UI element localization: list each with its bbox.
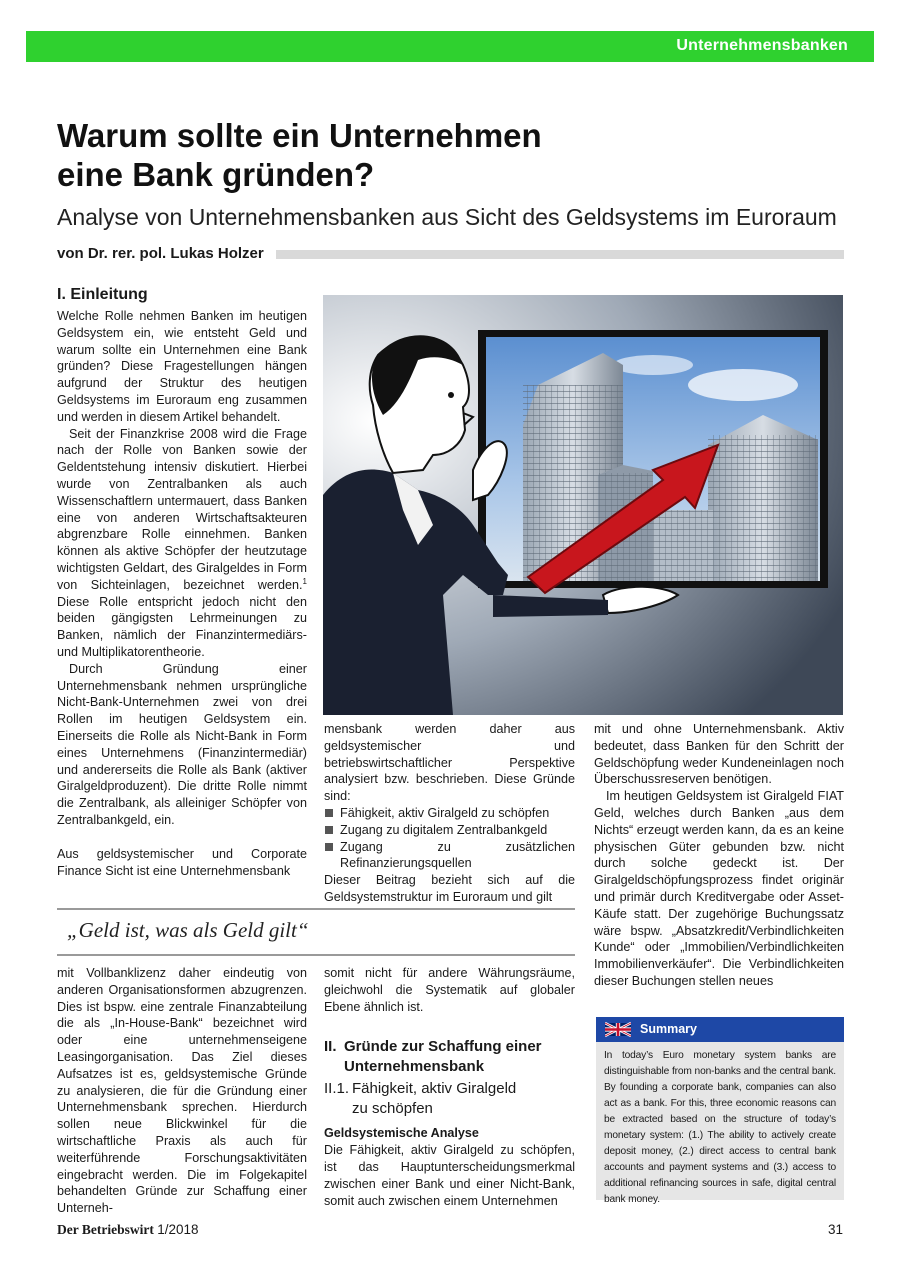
summary-label: Summary bbox=[640, 1022, 697, 1036]
paragraph bbox=[57, 426, 307, 661]
column-1-top bbox=[57, 308, 307, 879]
paragraph: Die Fähigkeit, aktiv Giralgeld zu schöpfen, ist das Hauptunterscheidungsmerkmal zwischen einer Bank und einer Nicht-Bank, somit auch zwischen einem Unternehmen bbox=[324, 1143, 575, 1208]
list-item: Fähigkeit, aktiv Giralgeld zu schöpfen bbox=[324, 805, 575, 822]
paragraph: somit nicht für andere Währungsräume, gleichwohl die Systematik auf globaler Ebene ähnlich ist. bbox=[324, 966, 575, 1014]
paragraph: Durch Gründung einer Unternehmensbank nehmen ursprüngliche Nicht-Bank-Unternehmen zwei von drei Rollen im heutigen Geldsystem ein. Einerseits die Rolle als Nicht-Bank in Form eines Unternehmens (Finanzintermediär) und andererseits die Rolle als Bank (aktiver Giralgeldproduzent). Die dritte Rolle nimmt die Zentralbank, als alleiniger Schöpfer von Zentralbankgeld, ein. bbox=[57, 661, 307, 827]
heading-text: Gründe zur Schaffung einer bbox=[344, 1038, 542, 1056]
paragraph-text: Diese Rolle entspricht jedoch nicht den beiden gängigsten Lehrmeinungen zu Banken, nämlich der Finanzintermediärs- und Multiplikatorentheorie. bbox=[57, 594, 307, 659]
paragraph: Dieser Beitrag bezieht sich auf die Geldsystemstruktur im Euroraum und gilt bbox=[324, 873, 575, 904]
uk-flag-icon bbox=[605, 1021, 631, 1038]
paragraph-text: Seit der Finanzkrise 2008 wird die Frage nach der Rolle von Banken sowie der Geldentstehung intensiv diskutiert. Hierbei wurde von Zentralbanken als auch Wissenschaftlern untermauert, dass Banken eine von anderen Wirtschaftsakteuren abgrenzbare Rolle einnehmen. Banken können als aktive Schöpfer der heutzutage wichtigsten Geldart, des Giralgeldes in Form von Sichteinlagen, bezeichnet werden. bbox=[57, 426, 307, 592]
heading-section-2 bbox=[324, 1037, 575, 1077]
article-subtitle: Analyse von Unternehmensbanken aus Sicht des Geldsystems im Euroraum bbox=[57, 204, 837, 230]
footer-journal bbox=[57, 1222, 199, 1238]
pull-quote-text: „Geld ist, was als Geld gilt“ bbox=[67, 918, 309, 942]
title-line-1: Warum sollte ein Unternehmen bbox=[57, 117, 542, 154]
byline: von Dr. rer. pol. Lukas Holzer bbox=[57, 245, 264, 262]
journal-name: Der Betriebswirt bbox=[57, 1222, 154, 1237]
column-2-top bbox=[324, 721, 575, 906]
heading-text: Unternehmensbank bbox=[344, 1058, 485, 1076]
paragraph: mensbank werden daher aus geldsystemischer und betriebswirtschaftlicher Perspektive analysiert bzw. beschrieben. Diese Gründe sind: bbox=[324, 722, 575, 804]
title-line-2: eine Bank gründen? bbox=[57, 156, 375, 193]
heading-geldsystemische-analyse: Geldsystemische Analyse bbox=[324, 1126, 479, 1141]
column-2-bottom bbox=[324, 965, 575, 1210]
reasons-list bbox=[324, 805, 575, 872]
article-illustration bbox=[323, 295, 843, 715]
heading-section-2-1 bbox=[324, 1079, 575, 1119]
heading-einleitung: I. Einleitung bbox=[57, 286, 148, 303]
paragraph: Im heutigen Geldsystem ist Giralgeld FIAT Geld, welches durch Banken „aus dem Nichts“ erzeugt werden kann, da es an keine physischen Güter gebunden bzw. nicht durch solche gedeckt ist. Der Giralgeldschöpfungsprozess findet originär und primär durch Kreditvergabe oder Asset-Käufe statt. Der zugehörige Buchungssatz wäre bspw. „Absatzkredit/Verbindlichkeiten Kunde“ oder „Immobilien/Verbindlichkeiten Immobilienverkäufer“. Die Verbindlichkeiten dieser Buchungen stellen neues bbox=[594, 789, 844, 988]
paragraph: mit und ohne Unternehmensbank. Aktiv bedeutet, dass Banken für den Schritt der Geldschöpfung weder Kundeneinlagen noch Überschussreserven benötigen. bbox=[594, 722, 844, 787]
summary-text: In today’s Euro monetary system banks are distinguishable from non-banks and the central bank. By founding a corporate bank, companies can also act as a bank. For this, three economic reasons can be extracted based on the structure of today’s monetary system: (1.) The ability to actively create deposit money, (2.) direct access to central bank accounts and payment systems and (3.) access to additional refinancing sources in safe, digital central bank money. bbox=[604, 1050, 836, 1205]
article-title bbox=[57, 116, 617, 194]
summary-box bbox=[596, 1017, 844, 1205]
list-item: Zugang zu zusätzlichen Refinanzierungsquellen bbox=[324, 839, 575, 873]
pull-quote bbox=[57, 908, 575, 956]
heading-text: Fähigkeit, aktiv Giralgeld bbox=[352, 1080, 517, 1098]
column-1-bottom bbox=[57, 965, 307, 1217]
paragraph: mit Vollbanklizenz daher eindeutig von anderen Organisationsformen abzugrenzen. Dies ist bspw. eine zentrale Finanzabteilung die als „In-House-Bank“ bezeichnet wird oder eine unternehmenseigene Leasingorganisation. Das Ziel dieses Aufsatzes ist es, geldsystemische Gründe zu analysieren, die für die Gründung einer Unternehmensbank sprechen. Hierdurch sollen neue Blickwinkel für die wirtschaftliche Praxis als auch für weiterführende Forschungsaktivitäten eingebracht werden. Die im Folgekapitel behandelten Gründe zur Schaffung einer Unterneh- bbox=[57, 966, 307, 1216]
page-number: 31 bbox=[827, 1222, 843, 1237]
column-3 bbox=[594, 721, 844, 990]
list-item: Zugang zu digitalem Zentralbankgeld bbox=[324, 822, 575, 839]
paragraph: Welche Rolle nehmen Banken im heutigen Geldsystem ein, wie entsteht Geld und warum sollte ein Unternehmen eine Bank gründen? Diese Fragestellungen hängen aufgrund der Struktur des heutigen Geldsystems im Euroraum eng zusammen und werden in diesem Artikel behandelt. bbox=[57, 309, 307, 424]
heading-number: II. bbox=[324, 1038, 337, 1056]
summary-header bbox=[596, 1017, 844, 1042]
heading-number: II.1. bbox=[324, 1080, 350, 1098]
journal-issue: 1/2018 bbox=[157, 1222, 199, 1237]
heading-text: zu schöpfen bbox=[352, 1100, 433, 1118]
businessman-chart-illustration bbox=[323, 295, 843, 715]
section-label: Unternehmensbanken bbox=[676, 37, 848, 54]
section-bar bbox=[26, 31, 874, 62]
byline-rule bbox=[276, 250, 844, 259]
paragraph: Aus geldsystemischer und Corporate Finance Sicht ist eine Unternehmensbank bbox=[57, 846, 307, 878]
footnote-ref: 1 bbox=[302, 576, 307, 586]
